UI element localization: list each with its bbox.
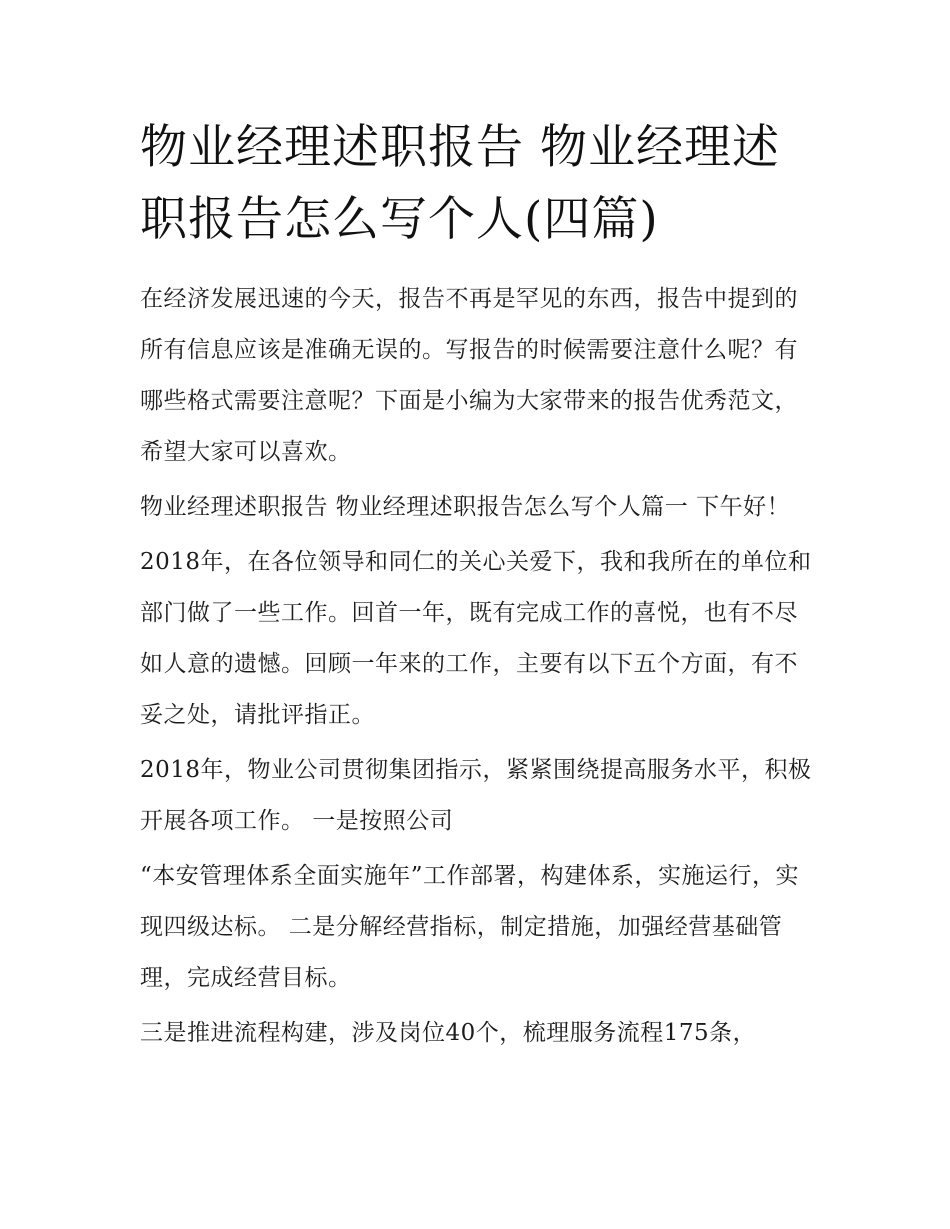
paragraph-company-work: 2018年，物业公司贯彻集团指示，紧紧围绕提高服务水平，积极开展各项工作。 一是按照公司 (140, 757, 812, 834)
paragraph-process-building: 三是推进流程构建，涉及岗位40个，梳理服务流程175条， (140, 1020, 757, 1046)
paragraph-safety-system: “本安管理体系全面实施年”工作部署，构建体系，实施运行，实现四级达标。 二是分解经营指标，制定措施，加强经营基础管理，完成经营目标。 (140, 863, 800, 991)
paragraph-intro: 在经济发展迅速的今天，报告不再是罕见的东西，报告中提到的所有信息应该是准确无误的。写报告的时候需要注意什么呢？有哪些格式需要注意呢？下面是小编为大家带来的报告优秀范文，希望大家可以喜欢。 (140, 286, 798, 465)
document-body (140, 112, 820, 1063)
paragraph-section-heading: 物业经理述职报告 物业经理述职报告怎么写个人篇一 下午好！ (140, 494, 791, 520)
document-title: 物业经理述职报告 物业经理述职报告怎么写个人(四篇) (140, 120, 780, 247)
paragraph-year-review: 2018年，在各位领导和同仁的关心关爱下，我和我所在的单位和部门做了一些工作。回首一年，既有完成工作的喜悦，也有不尽如人意的遗憾。回顾一年来的工作，主要有以下五个方面，有不妥之处，请批评指正。 (140, 549, 812, 728)
